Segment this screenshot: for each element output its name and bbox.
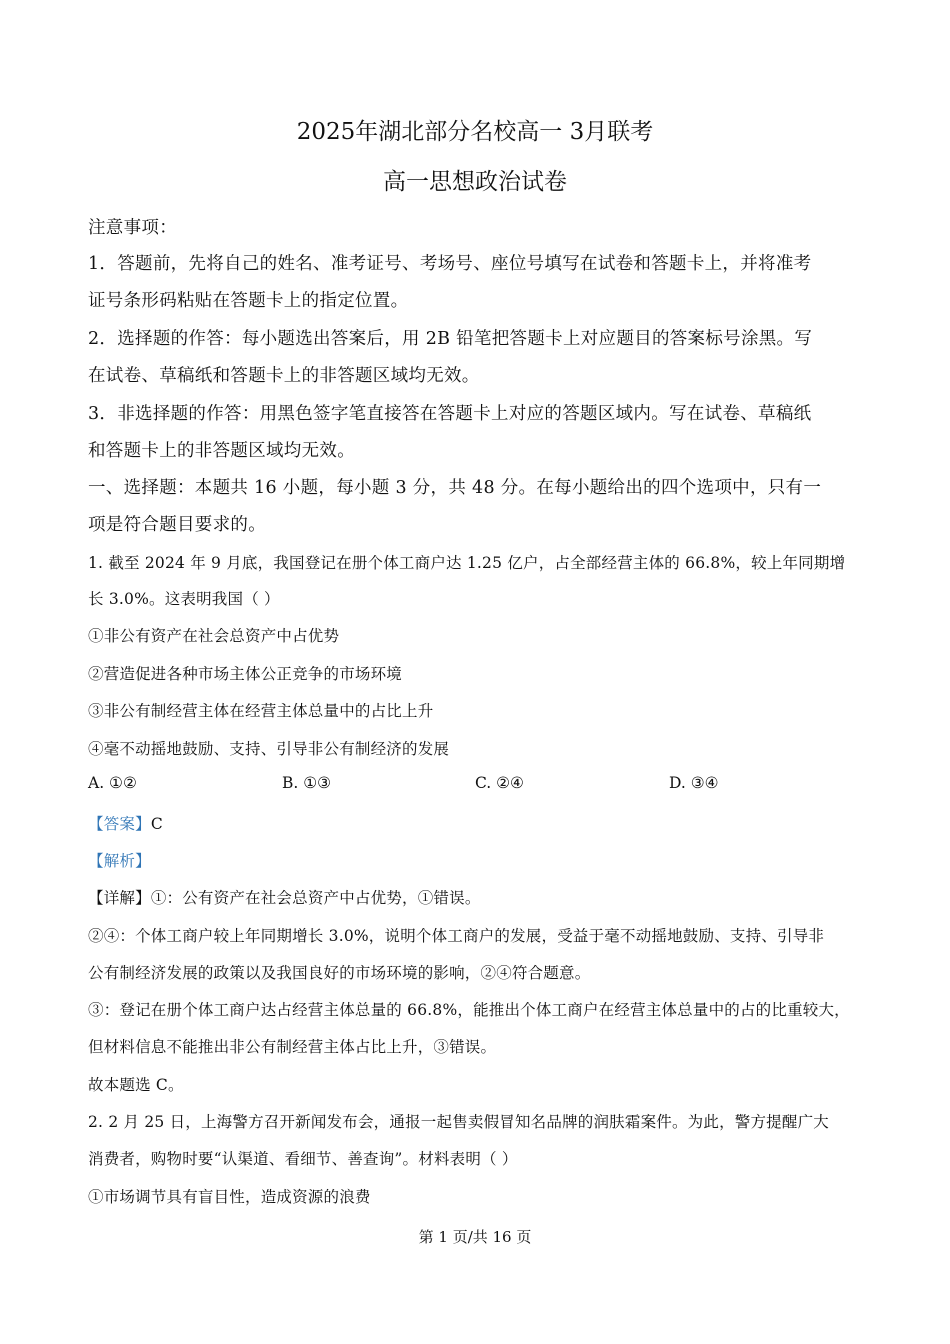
notice-item-2-line-1: 2．选择题的作答：每小题选出答案后，用 2B 铅笔把答题卡上对应题目的答案标号涂黑。写 xyxy=(88,329,813,349)
q1-option-a: A. ①② xyxy=(88,774,137,792)
q1-analysis-tag xyxy=(88,849,151,871)
notice-item-3-line-2: 和答题卡上的非答题区域均无效。 xyxy=(88,441,355,461)
q1-conclusion: 故本题选 C。 xyxy=(88,1076,184,1094)
notice-item-1-line-2: 证号条形码粘贴在答题卡上的指定位置。 xyxy=(88,291,409,311)
section-heading-line-2: 项是符合题目要求的。 xyxy=(88,515,266,535)
answer-tag: 【答案】 xyxy=(88,815,151,833)
notice-item-1-line-1: 1．答题前，先将自己的姓名、准考证号、考场号、座位号填写在试卷和答题卡上，并将准考 xyxy=(88,254,812,274)
notice-item-2-line-2: 在试卷、草稿纸和答题卡上的非答题区域均无效。 xyxy=(88,366,480,386)
answer-value: C xyxy=(150,815,163,833)
q1-detail-3-line-1: ③：登记在册个体工商户达占经营主体总量的 66.8%，能推出个体工商户在经营主体总量中的占的比重较大， xyxy=(88,1001,850,1019)
q1-statement-4: ④毫不动摇地鼓励、支持、引导非公有制经济的发展 xyxy=(88,740,450,758)
q1-statement-1: ①非公有资产在社会总资产中占优势 xyxy=(88,627,340,645)
q1-statement-3: ③非公有制经营主体在经营主体总量中的占比上升 xyxy=(88,702,434,720)
q1-detail-3-line-2: 但材料信息不能推出非公有制经营主体占比上升，③错误。 xyxy=(88,1038,497,1056)
analysis-tag: 【解析】 xyxy=(88,852,151,870)
detail-text-1: ①：公有资产在社会总资产中占优势，①错误。 xyxy=(150,889,481,907)
q1-statement-2: ②营造促进各种市场主体公正竞争的市场环境 xyxy=(88,665,403,683)
exam-title: 2025年湖北部分名校高一 3月联考 xyxy=(296,119,654,145)
q1-detail-2-line-2: 公有制经济发展的政策以及我国良好的市场环境的影响，②④符合题意。 xyxy=(88,964,591,982)
detail-tag: 【详解】 xyxy=(88,889,151,907)
q1-detail-1 xyxy=(88,886,481,908)
exam-subtitle: 高一思想政治试卷 xyxy=(383,169,567,195)
notice-item-3-line-1: 3．非选择题的作答：用黑色签字笔直接答在答题卡上对应的答题区域内。写在试卷、草稿纸 xyxy=(88,404,812,424)
q1-stem-line-2: 长 3.0%。这表明我国（ ） xyxy=(88,590,280,608)
q1-option-d: D. ③④ xyxy=(669,774,719,792)
q1-option-c: C. ②④ xyxy=(475,774,524,792)
q1-answer xyxy=(88,812,163,834)
section-heading-line-1: 一、选择题：本题共 16 小题，每小题 3 分，共 48 分。在每小题给出的四个选项中，只有一 xyxy=(88,478,822,498)
notice-heading: 注意事项： xyxy=(88,218,177,238)
q2-stem-line-1: 2. 2 月 25 日，上海警方召开新闻发布会，通报一起售卖假冒知名品牌的润肤霜案件。为此，警方提醒广大 xyxy=(88,1113,829,1131)
q2-stem-line-2: 消费者，购物时要“认渠道、看细节、善查询”。材料表明（ ） xyxy=(88,1150,518,1168)
q1-stem-line-1: 1. 截至 2024 年 9 月底，我国登记在册个体工商户达 1.25 亿户，占全部经营主体的 66.8%，较上年同期增 xyxy=(88,554,846,572)
q1-option-b: B. ①③ xyxy=(282,774,332,792)
q1-detail-2-line-1: ②④：个体工商户较上年同期增长 3.0%，说明个体工商户的发展，受益于毫不动摇地鼓励、支持、引导非 xyxy=(88,927,825,945)
q2-statement-1: ①市场调节具有盲目性，造成资源的浪费 xyxy=(88,1188,371,1206)
page-footer: 第 1 页/共 16 页 xyxy=(418,1228,532,1246)
